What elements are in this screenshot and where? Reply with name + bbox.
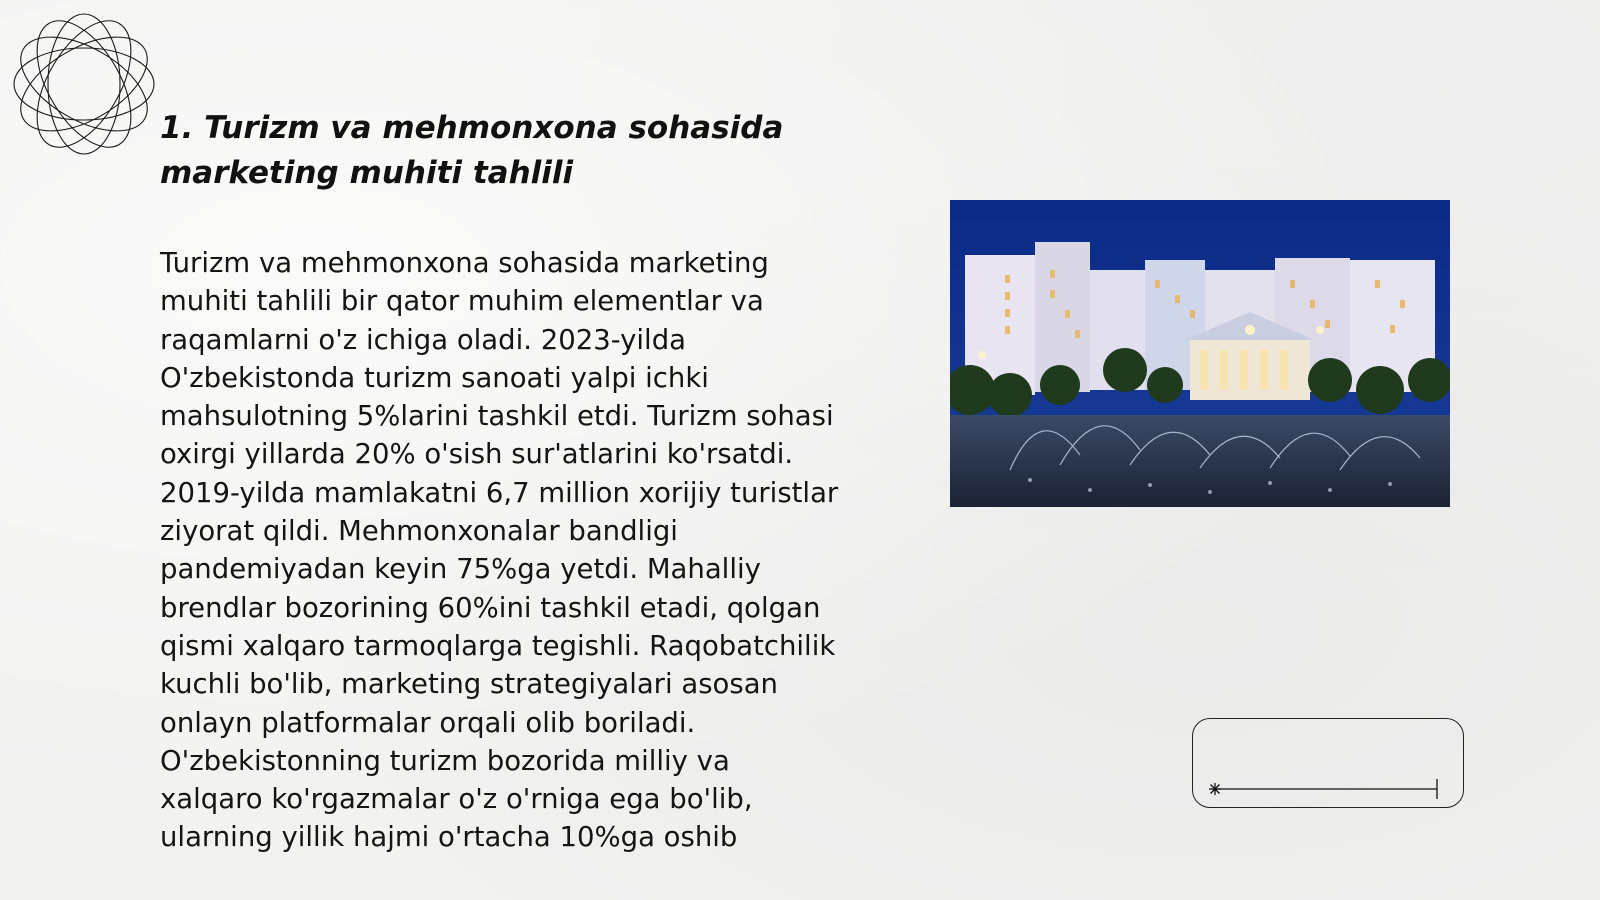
decorative-line (1193, 719, 1465, 809)
slide-title: 1. Turizm va mehmonxona sohasida marketing muhiti tahlili (160, 110, 784, 191)
slide-body-text: Turizm va mehmonxona sohasida marketing muhiti tahlili bir qator muhim elementlar va raqamlarni o'z ichiga oladi. 2023-yilda O'zbekistonda turizm sanoati yalpi ichki mahsulotning 5%larini tashkil etdi. Turizm sohasi oxirgi yillarda 20% o'sish sur'atlarini ko'rsatdi. 2019-yilda mamlakatni 6,7 million xorijiy turistlar ziyorat qildi. Mehmonxonalar bandligi pandemiyadan keyin 75%ga yetdi. Mahalliy brendlar bozorining 60%ini tashkil etadi, qolgan qismi xalqaro tarmoqlarga tegishli. Raqobatchilik kuchli bo'lib, marketing strategiyalari asosan onlayn platformalar orqali olib boriladi. O'zbekistonning turizm bozorida milliy va xalqaro ko'rgazmalar o'z o'rniga ega bo'lib, ularning yillik hajmi o'rtacha 10%ga oshib (160, 247, 839, 854)
circular-ornament-icon (10, 10, 158, 158)
decorative-card (1192, 718, 1464, 808)
hotel-photo (950, 200, 1450, 507)
